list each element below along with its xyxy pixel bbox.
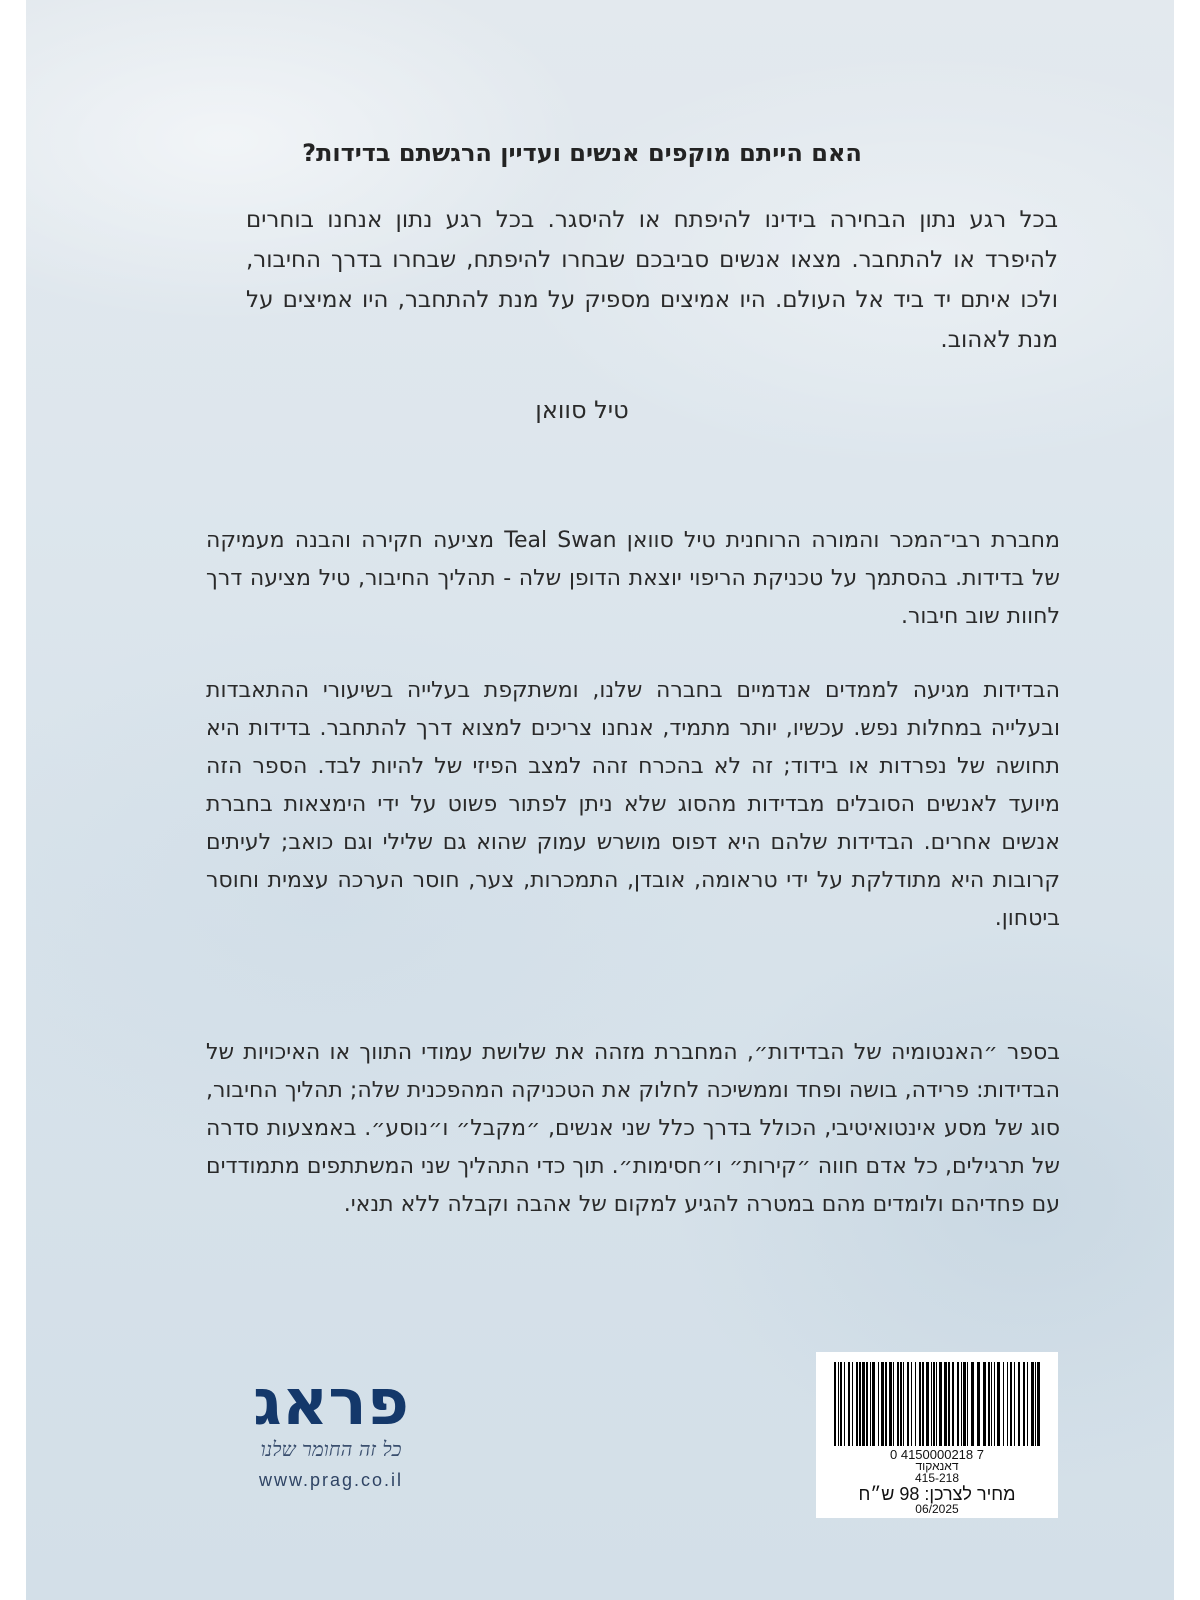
consumer-price: מחיר לצרכן: 98 ש״ח bbox=[858, 1484, 1016, 1504]
description-paragraph-2: הבדידות מגיעה לממדים אנדמיים בחברה שלנו, ומשתקפת בעלייה בשיעורי ההתאבדות ובעלייה במחלות נפש. עכשיו, יותר מתמיד, אנחנו צריכים למצוא דרך להתחבר. בדידות היא תחושה של נפרדות או בידוד; זה לא בהכרח זהה למצב הפיזי של להיות לבד. הספר הזה מיועד לאנשים הסובלים מבדידות מהסוג שלא ניתן לפתור פשוט על ידי הימצאות בחברת אנשים אחרים. הבדידות שלהם היא דפוס מושרש עמוק שהוא גם שלילי וגם כואב; לעיתים קרובות היא מתודלקת על ידי טראומה, אובדן, התמכרות, צער, חוסר הערכה עצמית וחוסר ביטחון. bbox=[206, 678, 1060, 931]
barcode-number: 0 4150000218 7 bbox=[890, 1447, 984, 1462]
quote-title: האם הייתם מוקפים אנשים ועדיין הרגשתם בדידות? bbox=[302, 139, 862, 167]
publisher-name: פראג bbox=[253, 1366, 409, 1440]
back-cover bbox=[26, 0, 1174, 1600]
description-paragraph-1: מחברת רבי־המכר והמורה הרוחנית טיל סוואן Teal Swan מציעה חקירה והבנה מעמיקה של בדידות. בהסתמך על טכניקת הריפוי יוצאת הדופן שלה - תהליך החיבור, טיל מציעה דרך לחוות שוב חיבור. bbox=[206, 528, 1060, 629]
quote-body: בכל רגע נתון הבחירה בידינו להיפתח או להיסגר. בכל רגע נתון אנחנו בוחרים להיפרד או להתחבר. מצאו אנשים סביבכם שבחרו להיפתח, שבחרו בדרך החיבור, ולכו איתם יד ביד אל העולם. היו אמיצים מספיק על מנת להתחבר, היו אמיצים על מנת לאהוב. bbox=[246, 207, 1058, 353]
publisher-url[interactable]: www.prag.co.il bbox=[258, 1470, 404, 1490]
barcode-label: דאנאקוד bbox=[915, 1459, 959, 1473]
publisher-logo bbox=[216, 1366, 446, 1510]
quote-author: טיל סוואן bbox=[535, 396, 629, 424]
barcode-code: 415-218 bbox=[914, 1471, 960, 1485]
print-date: 06/2025 bbox=[915, 1502, 959, 1516]
publisher-slogan: כל זה החומר שלנו bbox=[260, 1437, 402, 1461]
barcode-icon bbox=[832, 1362, 1042, 1446]
barcode-panel bbox=[816, 1352, 1058, 1518]
description-paragraph-3: בספר ״האנטומיה של הבדידות״, המחברת מזהה את שלושת עמודי התווך או האיכויות של הבדידות: פרידה, בושה ופחד וממשיכה לחלוק את הטכניקה המהפכנית שלה; תהליך החיבור, סוג של מסע אינטואיטיבי, הכולל בדרך כלל שני אנשים, ״מקבל״ ו״נוסע״. באמצעות סדרה של תרגילים, כל אדם חווה ״קירות״ ו״חסימות״. תוך כדי התהליך שני המשתתפים מתמודדים עם פחדיהם ולומדים מהם במטרה להגיע למקום של אהבה וקבלה ללא תנאי. bbox=[206, 1040, 1060, 1217]
